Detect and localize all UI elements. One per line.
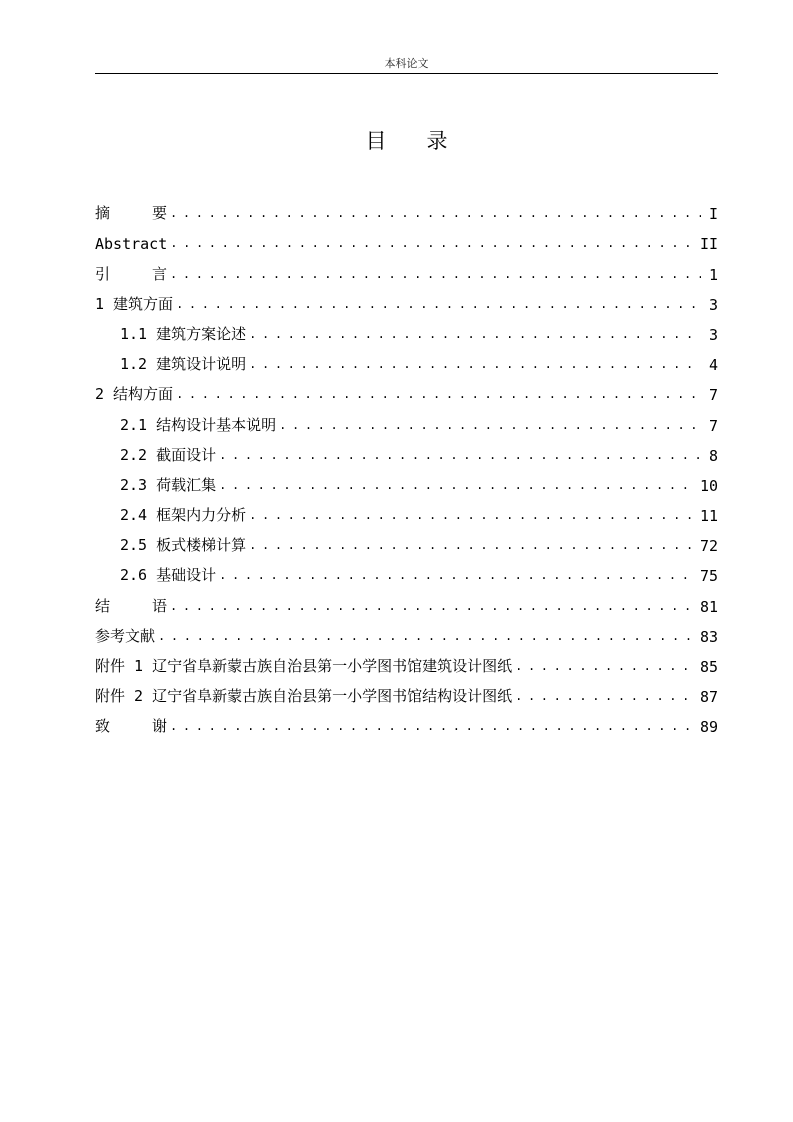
toc-entry-section-2-1[interactable] (95, 404, 718, 434)
toc-entry-page: 3 (708, 325, 718, 344)
toc-entry-page: 3 (708, 295, 718, 314)
toc-entry-label: 摘 要 (95, 204, 168, 223)
toc-leader-dots (515, 660, 697, 672)
toc-entry-conclusion[interactable] (95, 585, 718, 615)
toc-entry-page: 83 (699, 627, 718, 646)
table-of-contents (95, 193, 718, 736)
toc-entry-section-2-2[interactable] (95, 435, 718, 465)
toc-entry-label: 引 言 (95, 264, 168, 283)
toc-entry-page: 8 (708, 446, 718, 465)
toc-entry-section-1-2[interactable] (95, 344, 718, 374)
toc-entry-section-2-4[interactable] (95, 495, 718, 525)
toc-leader-dots (170, 268, 701, 280)
toc-entry-label: Abstract (95, 235, 168, 254)
toc-entry-label: 2 结构方面 (95, 385, 174, 404)
toc-entry-section-2-3[interactable] (95, 465, 718, 495)
toc-entry-appendix-2[interactable] (95, 676, 718, 706)
toc-entry-label: 2.5 板式楼梯计算 (120, 536, 247, 555)
toc-leader-dots (176, 388, 701, 400)
header-rule (95, 73, 718, 74)
toc-leader-dots (219, 569, 697, 581)
toc-leader-dots (249, 358, 701, 370)
toc-leader-dots (249, 539, 697, 551)
toc-title-char-1: 目 (365, 129, 387, 153)
toc-leader-dots (279, 419, 701, 431)
running-header: 本科论文 (384, 57, 429, 70)
toc-title (95, 125, 718, 155)
toc-leader-dots (219, 449, 701, 461)
toc-leader-dots (170, 720, 697, 732)
toc-entry-label: 2.2 截面设计 (120, 445, 217, 464)
toc-entry-acknowledgements[interactable] (95, 706, 718, 736)
toc-entry-section-2-5[interactable] (95, 525, 718, 555)
toc-leader-dots (170, 237, 697, 249)
toc-entry-page: 72 (699, 537, 718, 556)
toc-entry-abstract-cn[interactable] (95, 193, 718, 223)
toc-leader-dots (158, 630, 697, 642)
toc-entry-page: 1 (708, 265, 718, 284)
toc-entry-label: 2.4 框架内力分析 (120, 506, 247, 525)
toc-entry-chapter-1[interactable] (95, 284, 718, 314)
toc-leader-dots (170, 207, 701, 219)
toc-entry-section-1-1[interactable] (95, 314, 718, 344)
toc-entry-label: 1.1 建筑方案论述 (120, 324, 247, 343)
toc-leader-dots (249, 509, 697, 521)
toc-title-char-2: 录 (426, 129, 448, 153)
toc-entry-label: 结 语 (95, 596, 168, 615)
toc-entry-section-2-6[interactable] (95, 555, 718, 585)
toc-entry-label: 1.2 建筑设计说明 (120, 355, 247, 374)
toc-entry-page: 11 (699, 507, 718, 526)
toc-entry-label: 附件 2 辽宁省阜新蒙古族自治县第一小学图书馆结构设计图纸 (95, 687, 513, 706)
toc-entry-page: 7 (708, 416, 718, 435)
toc-entry-page: I (708, 205, 718, 224)
toc-entry-chapter-2[interactable] (95, 374, 718, 404)
toc-entry-label: 1 建筑方面 (95, 294, 174, 313)
toc-entry-page: 87 (699, 688, 718, 707)
toc-entry-appendix-1[interactable] (95, 646, 718, 676)
toc-entry-page: 85 (699, 658, 718, 676)
toc-entry-page: 81 (699, 597, 718, 616)
toc-leader-dots (515, 690, 697, 702)
toc-entry-page: 7 (708, 386, 718, 405)
toc-entry-page: II (699, 235, 718, 254)
toc-entry-page: 4 (708, 356, 718, 375)
toc-leader-dots (219, 479, 697, 491)
toc-entry-label: 2.6 基础设计 (120, 566, 217, 585)
toc-entry-references[interactable] (95, 616, 718, 646)
toc-entry-page: 89 (699, 718, 718, 737)
toc-entry-label: 致 谢 (95, 717, 168, 736)
toc-entry-introduction[interactable] (95, 253, 718, 283)
toc-entry-label: 2.3 荷载汇集 (120, 475, 217, 494)
toc-entry-label: 附件 1 辽宁省阜新蒙古族自治县第一小学图书馆建筑设计图纸 (95, 657, 513, 675)
toc-leader-dots (176, 298, 701, 310)
toc-entry-page: 10 (699, 476, 718, 495)
toc-entry-label: 2.1 结构设计基本说明 (120, 415, 277, 434)
toc-leader-dots (170, 600, 697, 612)
toc-entry-page: 75 (699, 567, 718, 586)
toc-leader-dots (249, 328, 701, 340)
toc-entry-abstract-en[interactable] (95, 223, 718, 253)
toc-entry-label: 参考文献 (95, 626, 156, 645)
